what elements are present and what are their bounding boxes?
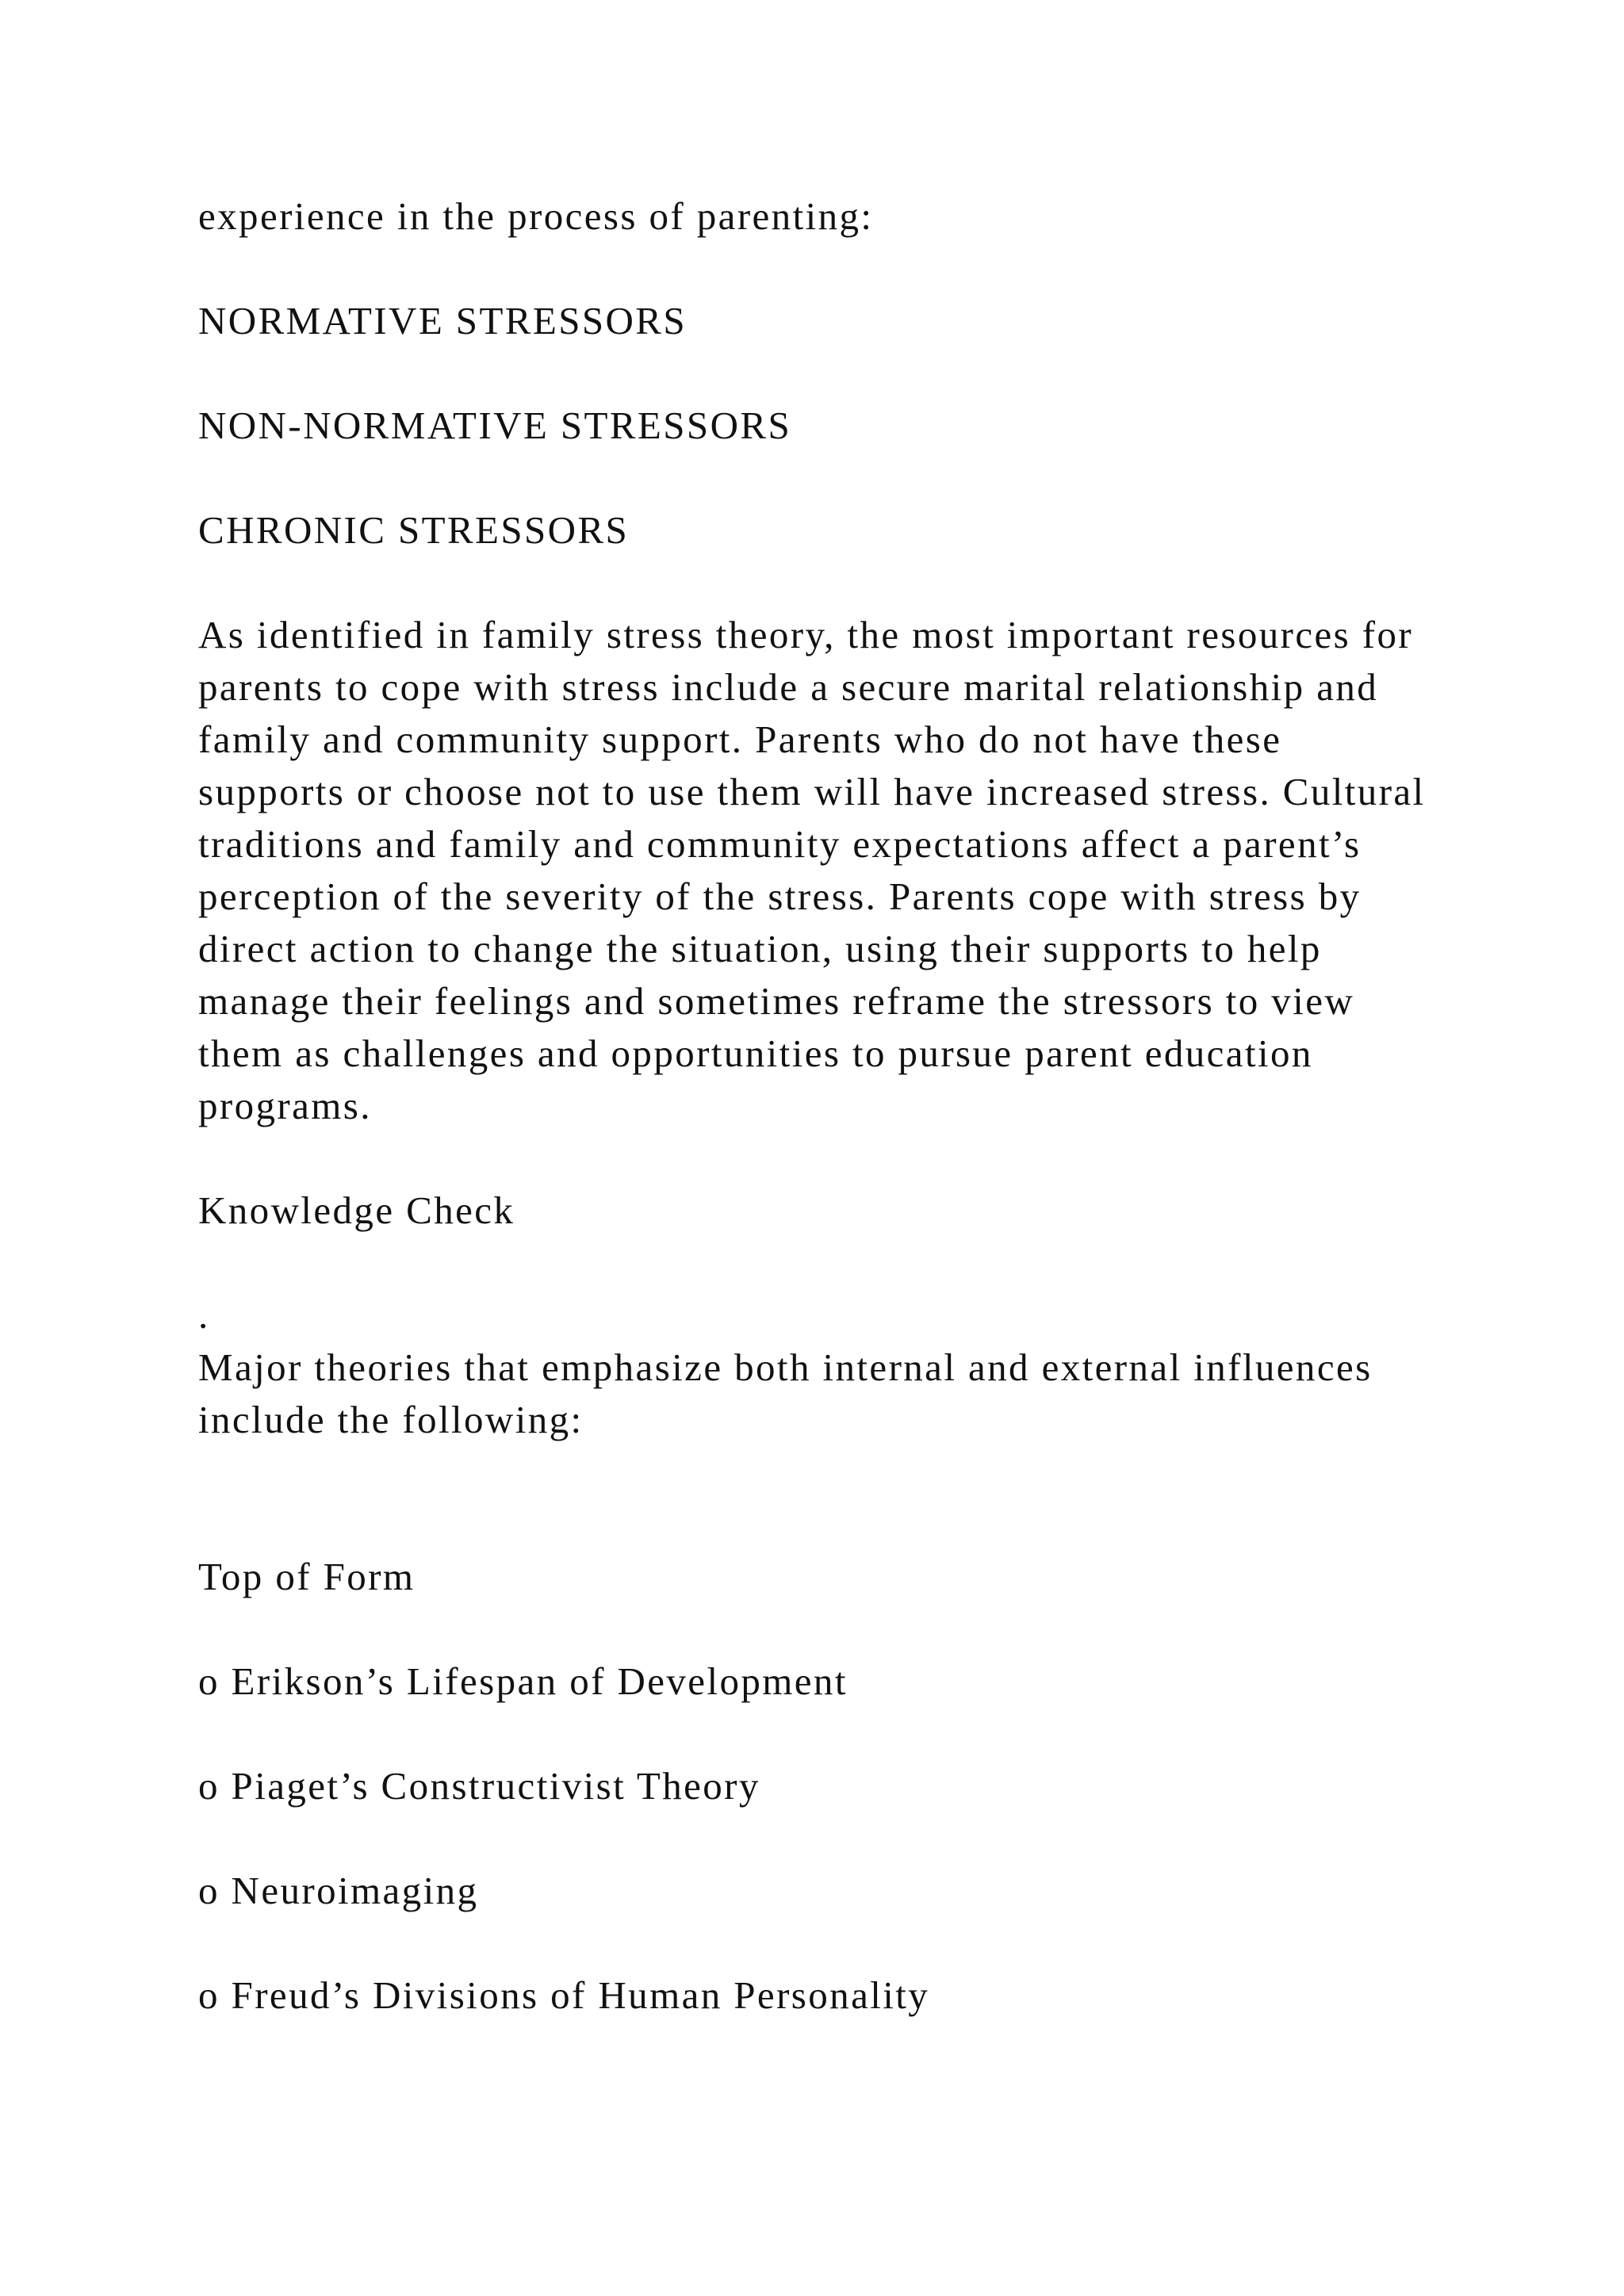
option-neuroimaging[interactable]: o Neuroimaging (198, 1869, 479, 1912)
stressor-normative: NORMATIVE STRESSORS (198, 299, 688, 342)
body-paragraph: As identified in family stress theory, the most important resources for parents to cope with stress include a secure marital relationship and family and community support. Parents who do not have these supports or choose not to use them will have increased stress. Cultural traditions and family and community expectations affect a parent’s perception of the severity of the stress. Parents cope with stress by direct action to change the situation, using their supports to help manage their feelings and sometimes reframe the stressors to view them as challenges and opportunities to pursue parent education programs. (198, 613, 1426, 1127)
knowledge-check-heading: Knowledge Check (198, 1188, 515, 1232)
knowledge-check-marker: . (198, 1293, 210, 1337)
blank-space (198, 1498, 1435, 1551)
option-piaget[interactable]: o Piaget’s Constructivist Theory (198, 1764, 760, 1808)
intro-line: experience in the process of parenting: (198, 194, 874, 238)
document-content (198, 190, 1435, 2074)
option-freud[interactable]: o Freud’s Divisions of Human Personality (198, 1973, 930, 2017)
knowledge-check-question: Major theories that emphasize both internal and external influences include the following: (198, 1345, 1373, 1441)
option-erikson[interactable]: o Erikson’s Lifespan of Development (198, 1659, 848, 1703)
form-label: Top of Form (198, 1555, 416, 1598)
stressor-non-normative: NON-NORMATIVE STRESSORS (198, 404, 792, 447)
stressor-chronic: CHRONIC STRESSORS (198, 508, 630, 552)
